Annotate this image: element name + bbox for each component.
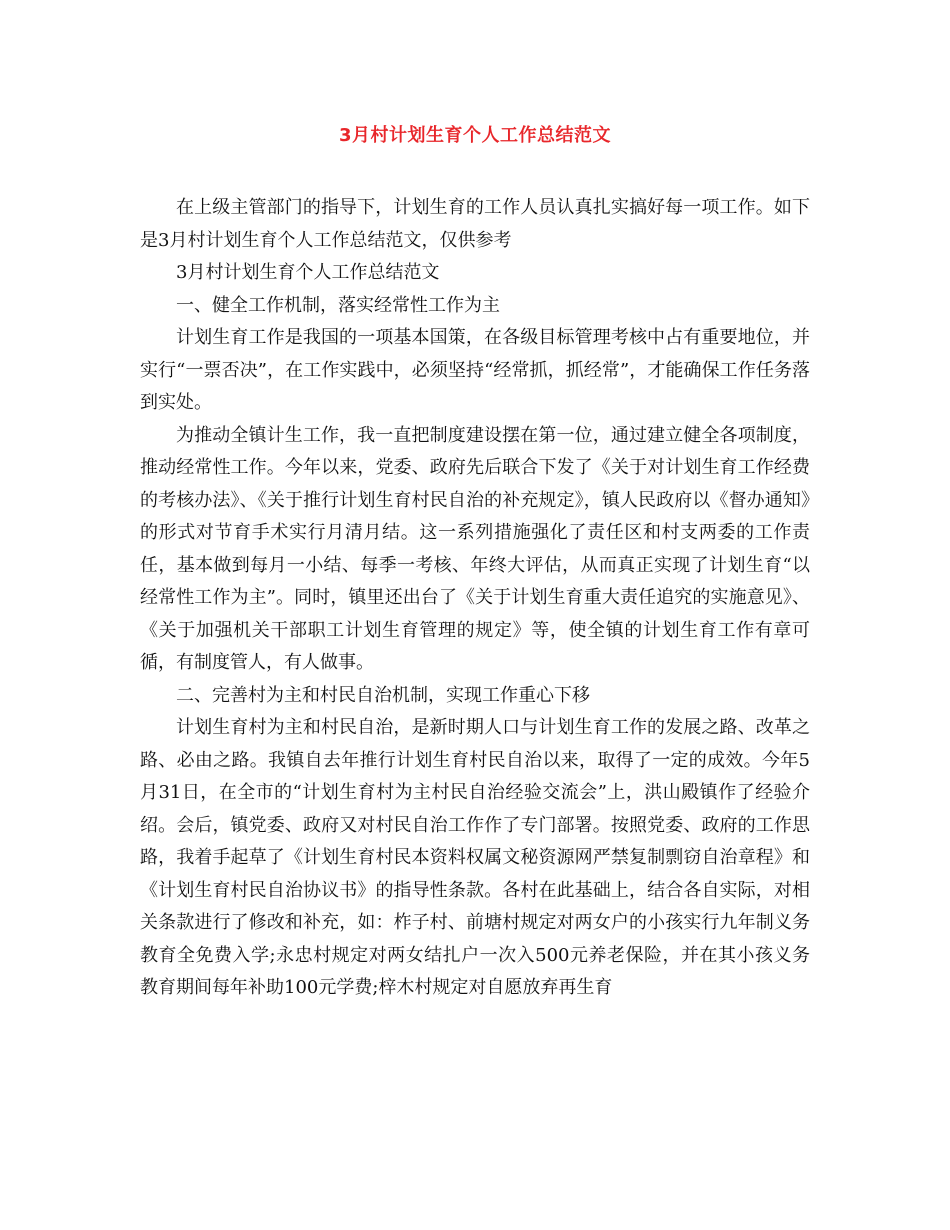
paragraph-subtitle: 3月村计划生育个人工作总结范文 [176,262,440,283]
section-heading-2: 二、完善村为主和村民自治机制，实现工作重心下移 [176,684,590,706]
section-heading-1: 一、健全工作机制，落实经常性工作为主 [176,294,500,316]
paragraph: 计划生育村为主和村民自治，是新时期人口与计划生育工作的发展之路、改革之路、必由之路。我镇自去年推行计划生育村民自治以来，取得了一定的成效。今年5月31日，在全市的“计划生育村为主村民自治经验交流会”上，洪山殿镇作了经验介绍。会后，镇党委、政府又对村民自治工作作了专门部署。按照党委、政府的工作思路，我着手起草了《计划生育村民本资料权属文秘资源网严禁复制剽窃自治章程》和《计划生育村民自治协议书》的指导性条款。各村在此基础上，结合各自实际，对相关条款进行了修改和补充，如：柞子村、前塘村规定对两女户的小孩实行九年制义务教育全免费入学;永忠村规定对两女结扎户一次入500元养老保险，并在其小孩义务教育期间每年补助100元学费;梓木村规定对自愿放弃再生育 [140,717,810,998]
paragraph: 为推动全镇计生工作，我一直把制度建设摆在第一位，通过建立健全各项制度，推动经常性工作。今年以来，党委、政府先后联合下发了《关于对计划生育工作经费的考核办法》、《关于推行计划生育村民自治的补充规定》，镇人民政府以《督办通知》的形式对节育手术实行月清月结。这一系列措施强化了责任区和村支两委的工作责任，基本做到每月一小结、每季一考核、年终大评估，从而真正实现了计划生育“以经常性工作为主”。同时，镇里还出台了《关于计划生育重大责任追究的实施意见》、《关于加强机关干部职工计划生育管理的规定》等，使全镇的计划生育工作有章可循，有制度管人，有人做事。 [140,424,810,673]
document-body [140,192,810,1005]
paragraph: 计划生育工作是我国的一项基本国策，在各级目标管理考核中占有重要地位，并实行“一票否决”，在工作实践中，必须坚持“经常抓，抓经常”，才能确保工作任务落到实处。 [140,327,810,413]
document-title: 3月村计划生育个人工作总结范文 [338,125,612,146]
paragraph-intro: 在上级主管部门的指导下，计划生育的工作人员认真扎实搞好每一项工作。如下是3月村计划生育个人工作总结范文，仅供参考 [140,197,810,251]
